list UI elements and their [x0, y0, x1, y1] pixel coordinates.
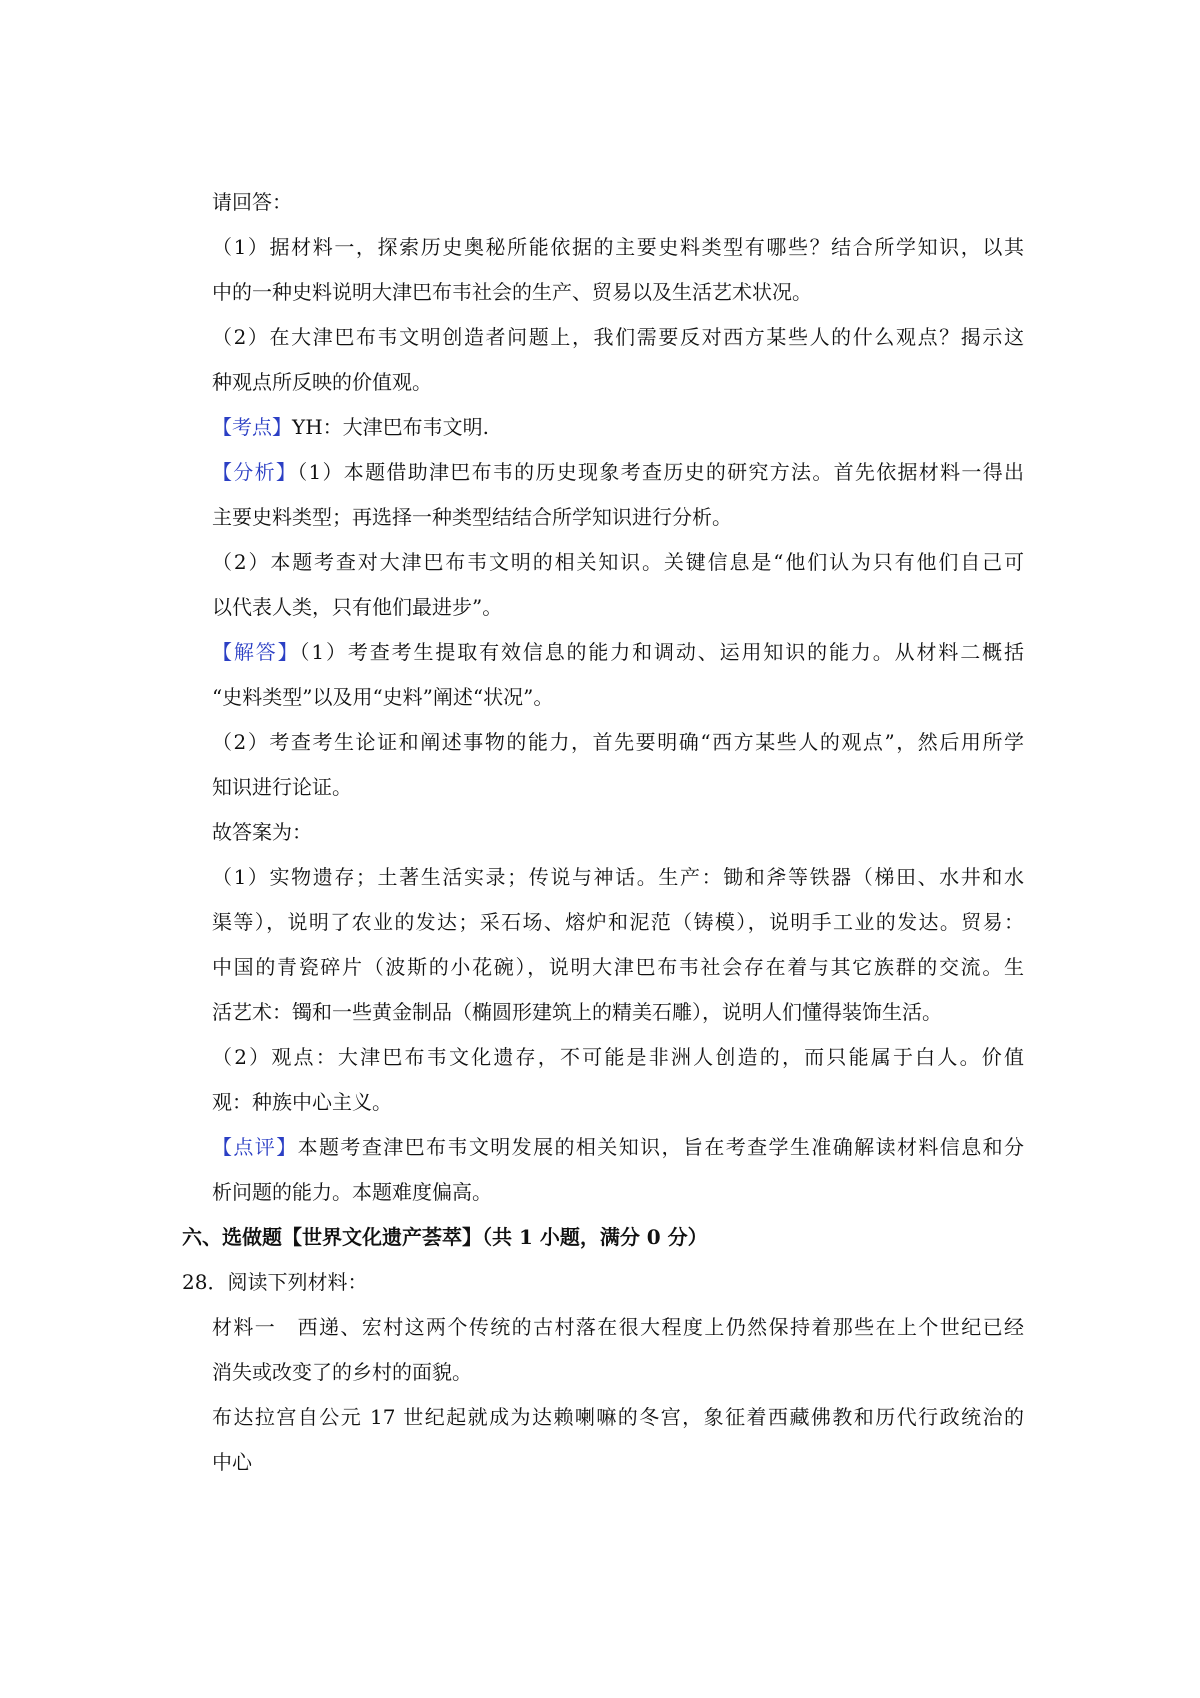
- answer-line: 中国的青瓷碎片（波斯的小花碗），说明大津巴布韦社会存在着与其它族群的交流。生: [212, 955, 1024, 979]
- question-2-line: （2）在大津巴布韦文明创造者问题上，我们需要反对西方某些人的什么观点？揭示这: [212, 325, 1024, 349]
- prompt-line: 请回答：: [212, 190, 292, 214]
- kaodian-tag: 【考点】: [212, 415, 292, 439]
- jieda-line: “史料类型”以及用“史料”阐述“状况”。: [212, 685, 554, 709]
- section-heading: 六、选做题【世界文化遗产荟萃】（共 1 小题，满分 0 分）: [182, 1225, 708, 1249]
- question-2-line: 种观点所反映的价值观。: [212, 370, 432, 394]
- answer-line: 活艺术：镯和一些黄金制品（椭圆形建筑上的精美石雕），说明人们懂得装饰生活。: [212, 1000, 942, 1024]
- fenxi-tag: 【分析】: [212, 460, 298, 484]
- question-1-line: （1）据材料一，探索历史奥秘所能依据的主要史料类型有哪些？结合所学知识，以其: [212, 235, 1024, 259]
- material-line: 布达拉宫自公元 17 世纪起就成为达赖喇嘛的冬宫，象征着西藏佛教和历代行政统治的: [212, 1405, 1024, 1429]
- fenxi-line: 主要史料类型；再选择一种类型结结合所学知识进行分析。: [212, 505, 732, 529]
- material-line: 中心: [212, 1450, 252, 1474]
- material-line: 材料一 西递、宏村这两个传统的古村落在很大程度上仍然保持着那些在上个世纪已经: [212, 1315, 1024, 1339]
- fenxi-line: （2）本题考查对大津巴布韦文明的相关知识。关键信息是“他们认为只有他们自己可: [212, 550, 1024, 574]
- answer-line: 渠等），说明了农业的发达；采石场、熔炉和泥范（铸模），说明手工业的发达。贸易：: [212, 910, 1024, 934]
- answer-line: 观：种族中心主义。: [212, 1090, 392, 1114]
- jieda-line: 【解答】（1）考查考生提取有效信息的能力和调动、运用知识的能力。从材料二概括: [212, 640, 1025, 664]
- question-1-line: 中的一种史料说明大津巴布韦社会的生产、贸易以及生活艺术状况。: [212, 280, 812, 304]
- question-28-title: 28．阅读下列材料：: [182, 1270, 368, 1294]
- fenxi-line: 【分析】（1）本题借助津巴布韦的历史现象考查历史的研究方法。首先依据材料一得出: [212, 460, 1024, 484]
- fenxi-line: 以代表人类，只有他们最进步”。: [212, 595, 503, 619]
- jieda-line: 知识进行论证。: [212, 775, 352, 799]
- dianping-line: 【点评】本题考查津巴布韦文明发展的相关知识，旨在考查学生准确解读材料信息和分: [212, 1135, 1025, 1159]
- jieda-tag: 【解答】: [212, 640, 300, 664]
- jieda-line: （2）考查考生论证和阐述事物的能力，首先要明确“西方某些人的观点”，然后用所学: [212, 730, 1024, 754]
- answer-line: （1）实物遗存；土著生活实录；传说与神话。生产：锄和斧等铁器（梯田、水井和水: [212, 865, 1024, 889]
- dianping-tag: 【点评】: [212, 1135, 298, 1159]
- dianping-line: 析问题的能力。本题难度偏高。: [212, 1180, 492, 1204]
- kaodian-line: 【考点】YH：大津巴布韦文明.: [212, 415, 490, 439]
- material-line: 消失或改变了的乡村的面貌。: [212, 1360, 472, 1384]
- answer-heading: 故答案为：: [212, 820, 312, 844]
- answer-line: （2）观点：大津巴布韦文化遗存，不可能是非洲人创造的，而只能属于白人。价值: [212, 1045, 1024, 1069]
